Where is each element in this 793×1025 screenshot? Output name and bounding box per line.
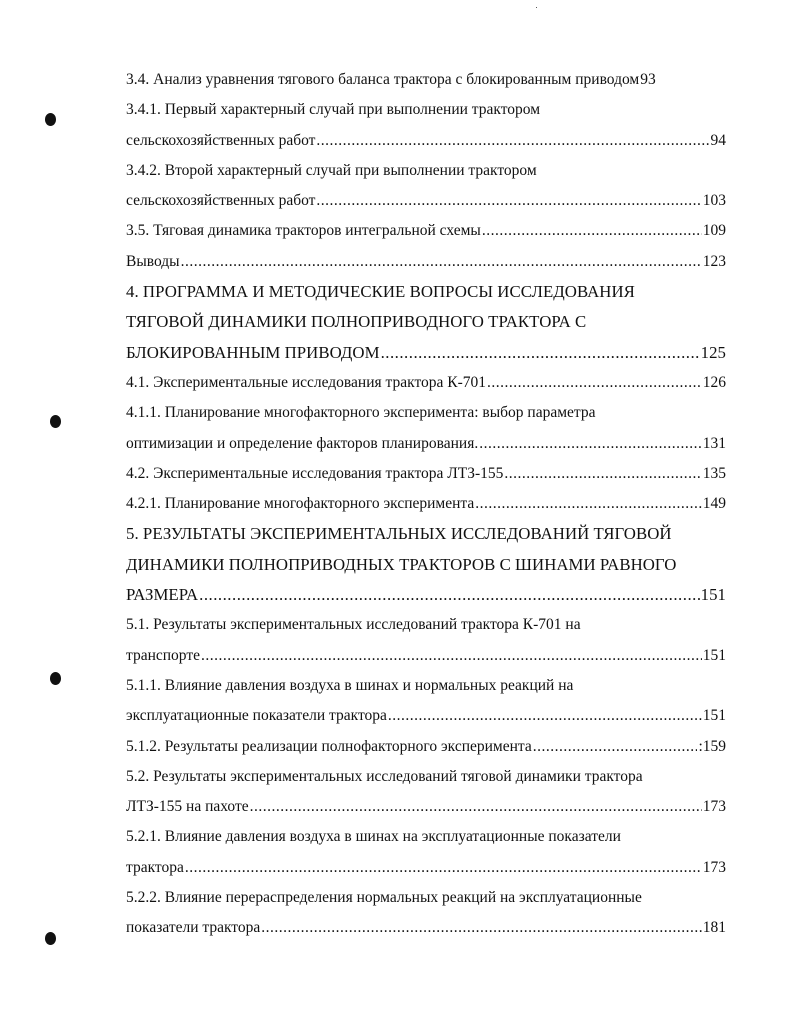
toc-entry-title: эксплуатационные показатели трактора bbox=[126, 707, 387, 725]
toc-entry-title: 4.2. Экспериментальные исследования трактора ЛТЗ-155 bbox=[126, 464, 504, 482]
toc-entry-title: БЛОКИРОВАННЫМ ПРИВОДОМ bbox=[126, 342, 380, 362]
toc-entry[interactable] bbox=[126, 883, 726, 913]
leader-dots bbox=[316, 126, 709, 156]
toc-entry-title: 3.4.2. Второй характерный случай при выполнении трактором bbox=[126, 161, 537, 179]
toc-entry-page: 173 bbox=[702, 858, 726, 876]
toc-entry-title: 4.1.1. Планирование многофакторного эксперимента: выбор параметра bbox=[126, 404, 596, 422]
punch-hole-mark bbox=[50, 415, 61, 428]
leader-dots bbox=[479, 429, 702, 459]
toc-entry-page: :159 bbox=[698, 737, 726, 755]
toc-entry[interactable] bbox=[126, 95, 726, 125]
toc-entry-page: 126 bbox=[702, 373, 726, 391]
leader-dots bbox=[475, 489, 702, 519]
toc-entry-title: 5.1.1. Влияние давления воздуха в шинах и нормальных реакций на bbox=[126, 676, 574, 694]
toc-entry-page: 173 bbox=[702, 798, 726, 816]
toc-entry[interactable] bbox=[126, 641, 726, 671]
toc-entry[interactable] bbox=[126, 65, 726, 95]
leader-dots bbox=[185, 853, 702, 883]
toc-entry[interactable] bbox=[126, 671, 726, 701]
toc-entry-title: 4.2.1. Планирование многофакторного эксперимента bbox=[126, 495, 475, 513]
leader-dots bbox=[487, 368, 702, 398]
toc-entry-title: РАЗМЕРА bbox=[126, 585, 199, 605]
toc-entry-title: 5.2.2. Влияние перераспределения нормальных реакций на эксплуатационные bbox=[126, 889, 642, 907]
toc-entry[interactable] bbox=[126, 216, 726, 246]
toc-entry[interactable] bbox=[126, 489, 726, 519]
toc-entry-page: 123 bbox=[702, 252, 726, 270]
toc-entry-page: 109 bbox=[702, 222, 726, 240]
toc-entry-title: 4.1. Экспериментальные исследования трактора К-701 bbox=[126, 373, 487, 391]
toc-entry[interactable] bbox=[126, 186, 726, 216]
toc-entry[interactable] bbox=[126, 792, 726, 822]
toc-entry-title: трактора bbox=[126, 858, 184, 876]
toc-entry[interactable] bbox=[126, 519, 726, 549]
toc-entry-page: 149 bbox=[702, 495, 726, 513]
toc-entry-title: Выводы bbox=[126, 252, 180, 270]
toc-entry-page: 93 bbox=[640, 71, 656, 88]
toc-entry[interactable] bbox=[126, 338, 726, 368]
toc-entry-title: транспорте bbox=[126, 646, 201, 664]
table-of-contents bbox=[126, 65, 726, 944]
toc-entry[interactable] bbox=[126, 247, 726, 277]
toc-entry[interactable] bbox=[126, 913, 726, 943]
leader-dots bbox=[316, 186, 701, 216]
toc-entry[interactable] bbox=[126, 429, 726, 459]
toc-entry[interactable] bbox=[126, 307, 726, 337]
toc-entry[interactable] bbox=[126, 156, 726, 186]
toc-entry-title: сельскохозяйственных работ bbox=[126, 192, 316, 210]
toc-entry[interactable] bbox=[126, 853, 726, 883]
leader-dots bbox=[482, 216, 702, 246]
leader-dots bbox=[261, 913, 702, 943]
toc-entry-page: 181 bbox=[702, 919, 726, 937]
toc-entry-title: 5.1.2. Результаты реализации полнофакторного эксперимента bbox=[126, 737, 532, 755]
toc-entry-title: показатели трактора bbox=[126, 919, 261, 937]
toc-entry-title: оптимизации и определение факторов планирования. bbox=[126, 434, 479, 452]
toc-entry-title: 5.1. Результаты экспериментальных исследований трактора К-701 на bbox=[126, 616, 581, 634]
toc-entry[interactable] bbox=[126, 610, 726, 640]
toc-entry-title: 3.4. Анализ уравнения тягового баланса трактора с блокированным приводом bbox=[126, 71, 640, 88]
leader-dots bbox=[533, 732, 698, 762]
scan-speck bbox=[536, 7, 537, 8]
toc-entry[interactable] bbox=[126, 701, 726, 731]
toc-entry[interactable] bbox=[126, 732, 726, 762]
toc-entry[interactable] bbox=[126, 822, 726, 852]
leader-dots bbox=[181, 247, 702, 277]
toc-entry-title: 5.2.1. Влияние давления воздуха в шинах на эксплуатационные показатели bbox=[126, 828, 621, 846]
toc-entry[interactable] bbox=[126, 126, 726, 156]
toc-entry-title: 5.2. Результаты экспериментальных исследований тяговой динамики трактора bbox=[126, 767, 643, 785]
toc-entry-title: сельскохозяйственных работ bbox=[126, 131, 316, 149]
leader-dots bbox=[381, 338, 700, 368]
toc-entry-title: 4. ПРОГРАММА И МЕТОДИЧЕСКИЕ ВОПРОСЫ ИССЛЕДОВАНИЯ bbox=[126, 282, 635, 302]
toc-entry-page: 131 bbox=[702, 434, 726, 452]
toc-entry[interactable] bbox=[126, 550, 726, 580]
toc-entry-page: 125 bbox=[700, 342, 726, 362]
punch-hole-mark bbox=[50, 672, 61, 685]
leader-dots bbox=[388, 701, 702, 731]
toc-entry-page: 151 bbox=[700, 585, 726, 605]
toc-entry[interactable] bbox=[126, 580, 726, 610]
toc-entry-page: 135 bbox=[702, 464, 726, 482]
toc-entry[interactable] bbox=[126, 368, 726, 398]
toc-entry-page: 151 bbox=[702, 646, 726, 664]
leader-dots bbox=[250, 792, 702, 822]
toc-entry[interactable] bbox=[126, 398, 726, 428]
toc-entry-page: 151 bbox=[702, 707, 726, 725]
toc-entry-title: ЛТЗ-155 на пахоте bbox=[126, 798, 249, 816]
toc-entry-title: 3.4.1. Первый характерный случай при выполнении трактором bbox=[126, 101, 541, 119]
punch-hole-mark bbox=[45, 113, 56, 126]
punch-hole-mark bbox=[45, 932, 56, 945]
toc-entry[interactable] bbox=[126, 762, 726, 792]
leader-dots bbox=[504, 459, 701, 489]
toc-entry[interactable] bbox=[126, 459, 726, 489]
toc-entry-title: ДИНАМИКИ ПОЛНОПРИВОДНЫХ ТРАКТОРОВ С ШИНАМИ РАВНОГО bbox=[126, 554, 677, 574]
leader-dots bbox=[201, 641, 702, 671]
toc-entry[interactable] bbox=[126, 277, 726, 307]
toc-entry-page: 94 bbox=[710, 131, 726, 149]
toc-entry-title: ТЯГОВОЙ ДИНАМИКИ ПОЛНОПРИВОДНОГО ТРАКТОРА С bbox=[126, 312, 587, 332]
toc-entry-title: 5. РЕЗУЛЬТАТЫ ЭКСПЕРИМЕНТАЛЬНЫХ ИССЛЕДОВАНИЙ ТЯГОВОЙ bbox=[126, 524, 672, 544]
toc-entry-page: 103 bbox=[702, 192, 726, 210]
toc-entry-title: 3.5. Тяговая динамика тракторов интегральной схемы bbox=[126, 222, 481, 240]
leader-dots bbox=[199, 580, 700, 610]
